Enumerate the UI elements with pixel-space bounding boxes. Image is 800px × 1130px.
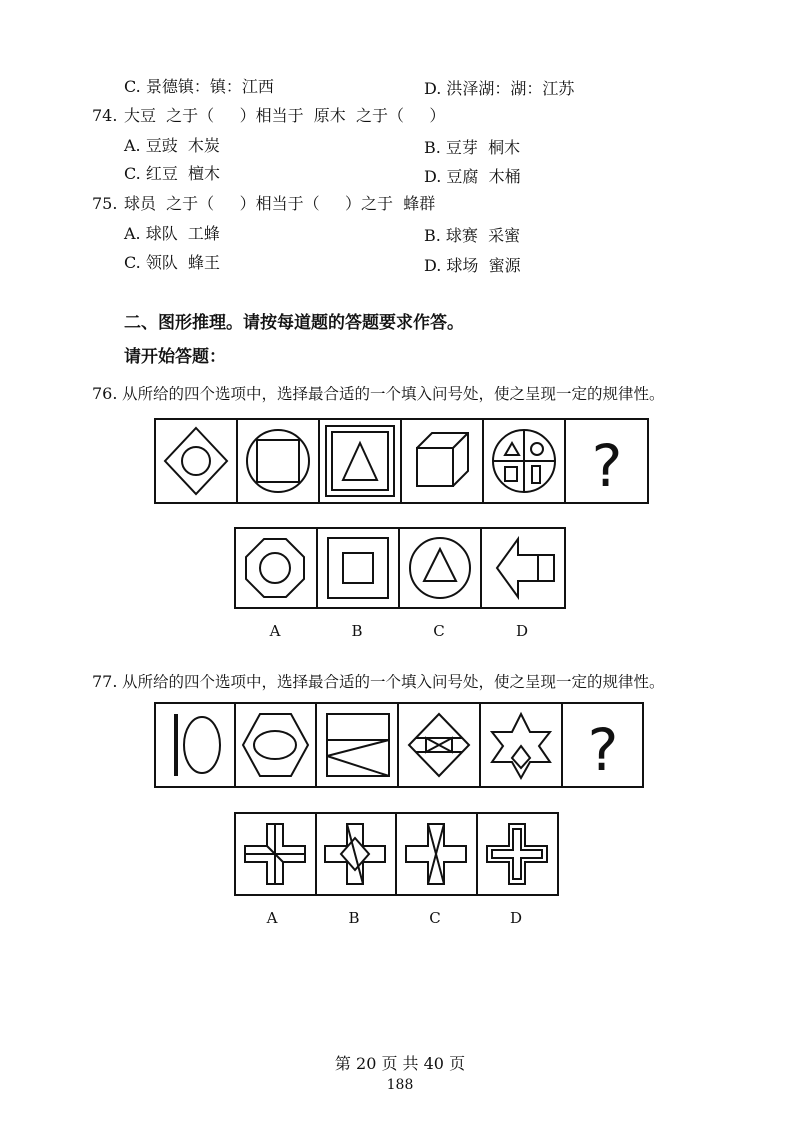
q76-option-a-octagon	[246, 539, 304, 597]
q76-option-c-circle-triangle	[410, 538, 470, 598]
q77-stem: 从所给的四个选项中，选择最合适的一个填入问号处，使之呈现一定的规律性。	[122, 673, 665, 691]
q75-option-b: B. 球赛 采蜜	[424, 226, 521, 245]
q75-option-a: A. 球队 工蜂	[124, 224, 220, 243]
q77-figure-2-hexagon-ellipse	[243, 714, 308, 776]
q75-stem: 球员 之于（ ）相当于（ ）之于 蜂群	[124, 194, 436, 213]
q77-label-c: C	[429, 909, 441, 927]
q74-stem: 大豆 之于（ ）相当于 原木 之于（ ）	[124, 106, 446, 125]
q77-question-mark: ?	[587, 716, 619, 784]
q77-option-a-cross	[245, 824, 305, 884]
q74-option-b: B. 豆芽 桐木	[424, 138, 521, 157]
q77-options-row	[234, 812, 559, 896]
q77-option-b-cross-diamond	[325, 824, 385, 884]
q76-figure-4-cube	[417, 433, 468, 486]
q76-question-mark: ?	[591, 432, 623, 500]
q77-figure-3-divided-square	[327, 714, 389, 776]
q76-label-d: D	[515, 622, 529, 640]
q74-option-d: D. 豆腐 木桶	[424, 167, 521, 186]
q77-question-figure-row	[154, 702, 644, 788]
q76-label-a: A	[269, 622, 281, 640]
q76-label-c: C	[433, 622, 445, 640]
page-number: 188	[386, 1077, 414, 1093]
q76-figure-1-diamond-circle	[165, 428, 227, 494]
q75-option-c: C. 领队 蜂王	[124, 253, 221, 272]
q76-label-b: B	[351, 622, 363, 640]
q77-label-d: D	[509, 909, 523, 927]
q75-number: 75.	[92, 194, 118, 213]
q76-figure-2-circle-square	[247, 430, 309, 492]
q76-option-b-nested-squares	[328, 538, 388, 598]
q76-figure-5-divided-circle	[493, 430, 555, 492]
q77-figure-5-star	[492, 714, 550, 778]
q75-option-d: D. 球场 蜜源	[424, 256, 521, 275]
q76-number: 76.	[92, 384, 118, 403]
q77-figure-1-line-ellipse	[176, 714, 220, 776]
q77-label-a: A	[266, 909, 278, 927]
q77-label-b: B	[348, 909, 360, 927]
q76-question-figure-row	[154, 418, 649, 504]
section-heading: 二、图形推理。请按每道题的答题要求作答。	[124, 313, 464, 333]
q76-stem: 从所给的四个选项中，选择最合适的一个填入问号处，使之呈现一定的规律性。	[122, 385, 665, 403]
q77-number: 77.	[92, 672, 118, 691]
q76-options-row	[234, 527, 566, 609]
q77-option-d-double-cross	[487, 824, 547, 884]
q77-figure-4-diamond-bowtie	[409, 714, 469, 776]
q76-option-d-arrow	[497, 539, 554, 597]
page-info: 第 20 页 共 40 页	[334, 1054, 466, 1073]
q76-figure-3-square-triangle	[326, 426, 394, 496]
section-start: 请开始答题：	[124, 347, 226, 367]
q74-option-c: C. 红豆 檀木	[124, 164, 221, 183]
q77-option-c-cross-star	[406, 824, 466, 884]
q73-option-c: C. 景德镇：镇：江西	[124, 77, 274, 96]
q74-number: 74.	[92, 106, 118, 125]
q74-option-a: A. 豆豉 木炭	[124, 136, 220, 155]
q73-option-d: D. 洪泽湖：湖：江苏	[424, 79, 575, 98]
